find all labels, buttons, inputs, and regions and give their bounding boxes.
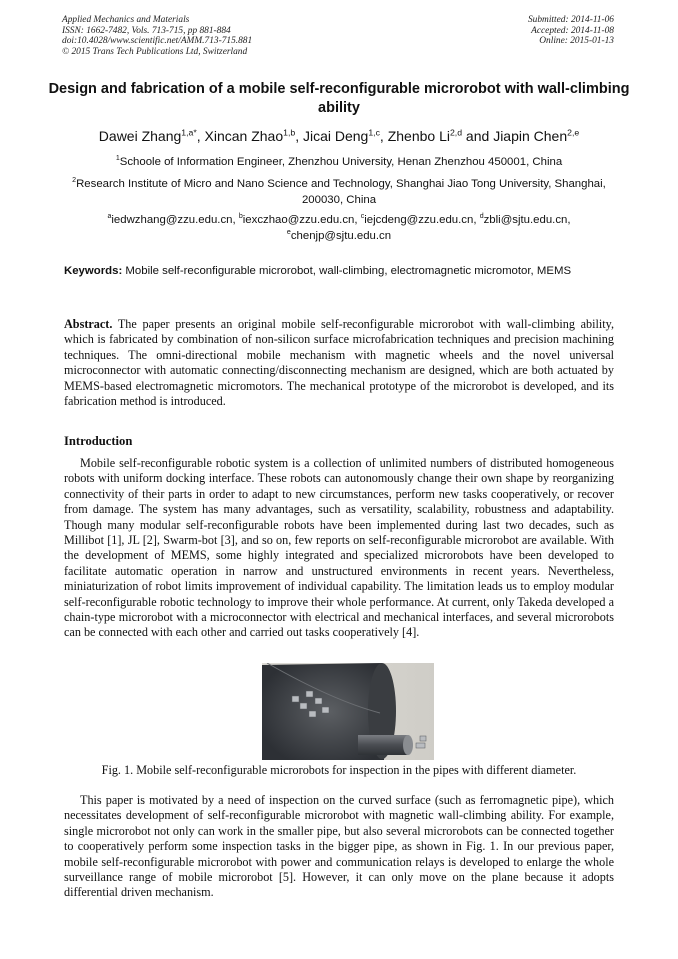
author-name: Jicai Deng <box>302 128 369 144</box>
author-list <box>30 127 648 145</box>
author-emails: $^a$iedwzhang@zzu.edu.cn, $^b$iexczhao@zzu.edu.cn, $^c$iejcdeng@zzu.edu.cn, $^d$zbli@sjtu.edu.cn, $^e$chenjp@sjtu.edu.cn <box>107 213 571 242</box>
journal-doi: doi:10.4028/www.scientific.net/AMM.713-715.881 <box>62 36 253 47</box>
journal-name: Applied Mechanics and Materials <box>62 15 190 25</box>
email-link[interactable]: iejcdeng@zzu.edu.cn <box>364 214 474 226</box>
author-and: and <box>462 128 494 144</box>
email-link[interactable]: iexczhao@zzu.edu.cn <box>242 214 355 226</box>
online-date: Online: 2015-01-13 <box>539 36 614 47</box>
author-sup: 2,d <box>449 127 463 138</box>
affiliation-sup: 1 <box>115 155 120 163</box>
accepted-date: Accepted: 2014-11-08 <box>531 25 614 36</box>
journal-header <box>62 15 252 57</box>
affiliation-text: Schoole of Information Engineer, Zhenzhou University, Henan Zhenzhou 450001, China <box>119 156 563 168</box>
figure-pipes-image <box>262 663 434 760</box>
author-separator: , <box>295 128 303 144</box>
author-name: Xincan Zhao <box>204 128 284 144</box>
pipe-illustration <box>262 663 434 760</box>
email-link[interactable]: iedwzhang@zzu.edu.cn <box>111 214 233 226</box>
email-sup: a <box>107 213 112 221</box>
email-link[interactable]: chenjp@sjtu.edu.cn <box>290 229 392 242</box>
author-sup: 1,a* <box>181 127 197 138</box>
journal-issn: ISSN: 1662-7482, Vols. 713-715, pp 881-884 <box>62 25 231 36</box>
author-separator: , <box>379 128 388 144</box>
intro-paragraph-2: This paper is motivated by a need of inspection on the curved surface (such as ferromagnetic pipe), which necessitates development of self-reconfigurable microrobot with magnetic wall-climbing ability. For example, single microrobot not only can work in the smaller pipe, but also several microrobots can be connected together to cooperatively perform some inspection tasks in the bigger pipe, as shown in Fig. 1. In our previous paper, mobile self-reconfigurable microrobot with power and communication relays is developed to enlarge the whole surveillance range of mobile microrobot [5]. However, it can only move on the plane because it adopts differential driven mechanism. <box>64 793 614 900</box>
author-name: Dawei Zhang <box>98 128 182 144</box>
keywords <box>64 264 614 279</box>
figure-caption: Fig. 1. Mobile self-reconfigurable microrobots for inspection in the pipes with different diameter. <box>101 763 577 777</box>
dates-header <box>528 15 614 47</box>
affiliation-1 <box>40 155 638 171</box>
journal-copyright: © 2015 Trans Tech Publications Ltd, Switzerland <box>62 46 248 57</box>
submitted-date: Submitted: 2014-11-06 <box>527 15 614 25</box>
author-name: Zhenbo Li <box>387 128 450 144</box>
author-separator: , <box>196 128 205 144</box>
author-name: Jiapin Chen <box>493 128 568 144</box>
intro-paragraph-1: Mobile self-reconfigurable robotic system is a collection of unlimited numbers of distributed homogeneous robots with uniform docking interface. These robots can autonomously change their own shape by reorganizing connectivity of their parts in order to adapt to new circumstances, perform new tasks cooperatively, or recover from damage. The system has many advantages, such as versatility, scalability, robustness and adaptability. Though many modular self-reconfigurable robots have been implemented during last two decades, such as Millibot [1], JL [2], Swarm-bot [3], and so on, few reports on self-reconfigurable microrobot are available. With the development of MEMS, some highly integrated and specialized microrobots have been developed to facilitate automatic operation in narrow and unstructured environments in recent years. Nevertheless, miniaturization of robot limits improvement of individual capability. The limitation leads us to employ modular self-reconfigurable robotic technology to improve their whole performance. At current, only Takeda developed a chain-type microrobot with a microconnector with electrical and mechanical interfaces, and several microrobots can be connected with each other and carried out tasks cooperatively [4]. <box>64 456 614 640</box>
affiliation-text: Research Institute of Micro and Nano Science and Technology, Shanghai Jiao Tong University, Shanghai, 200030, China <box>76 178 606 206</box>
section-heading: Introduction <box>64 434 133 448</box>
author-sup: 1,c <box>368 127 380 138</box>
author-sup: 2,e <box>567 127 580 138</box>
email-sup: d <box>479 213 484 221</box>
affiliation-2 <box>66 177 612 208</box>
abstract-label: Abstract. <box>64 317 113 331</box>
email-link[interactable]: zbli@sjtu.edu.cn <box>483 214 568 226</box>
email-sup: b <box>238 213 243 221</box>
keywords-label: Keywords: <box>64 265 123 277</box>
author-sup: 1,b <box>283 127 296 138</box>
keywords-text: Mobile self-reconfigurable microrobot, wall-climbing, electromagnetic micromotor, MEMS <box>125 265 572 277</box>
email-sup: e <box>286 228 291 236</box>
email-sup: c <box>360 213 365 221</box>
abstract-text: The paper presents an original mobile self-reconfigurable microrobot with wall-climbing ability, which is fabricated by combination of non-silicon surface microfabrication techniques and precision machining techniques. The omni-directional mobile mechanism with magnetic wheels and the novel universal microconnector with automatic connecting/disconnecting mechanism are designed, which are both actuated by MEMS-based electromagnetic micromotors. The mechanical prototype of the microrobot is developed, and its fabrication method is introduced. <box>64 317 614 409</box>
paper-title: Design and fabrication of a mobile self-reconfigurable microrobot with wall-climbing ability <box>48 81 630 116</box>
affiliation-sup: 2 <box>72 177 77 185</box>
abstract <box>64 317 614 409</box>
